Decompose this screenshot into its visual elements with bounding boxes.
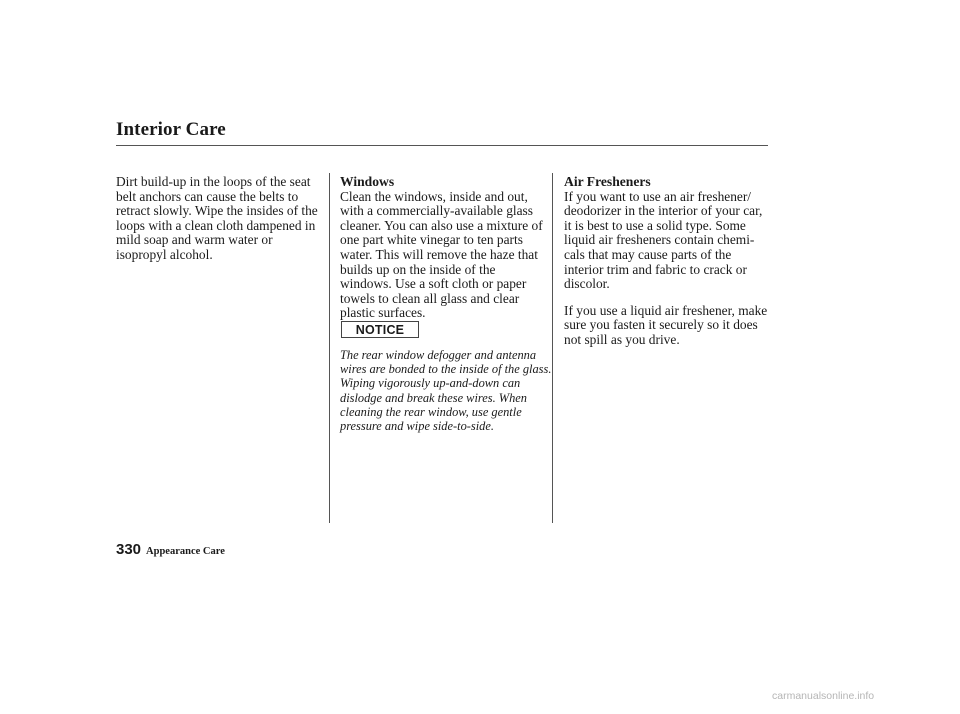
title-divider <box>116 145 768 146</box>
column-divider-right <box>552 173 553 523</box>
watermark: carmanualsonline.info <box>772 690 875 702</box>
air-fresheners-paragraph-2: If you use a liquid air freshener, make sure you fasten it securely so it does not spill as you drive. <box>564 302 768 347</box>
page-title: Interior Care <box>116 119 226 140</box>
air-fresheners-column <box>564 175 770 348</box>
air-fresheners-paragraph-1: If you want to use an air freshener/ deodorizer in the interior of your car, it is best to use a solid type. Some liquid air fresheners contain chemi-cals that may cause parts of the interior trim and fabric to crack or discolor. <box>564 188 763 292</box>
notice-text: The rear window defogger and antenna wires are bonded to the inside of the glass. Wiping vigorously up-and-down can dislodge and break these wires. When cleaning the rear window, use gentle pressure and wipe side-to-side. <box>340 348 552 434</box>
page-number: 330 <box>116 541 142 558</box>
windows-paragraph: Clean the windows, inside and out, with a commercially-available glass cleaner. You can also use a mixture of one part white vinegar to ten parts water. This will remove the haze that builds up on the inside of the windows. Use a soft cloth or paper towels to clean all glass and clear plastic surfaces. <box>340 188 543 321</box>
column-divider-left <box>329 173 330 523</box>
page-footer <box>116 541 225 558</box>
windows-column <box>340 175 550 321</box>
windows-heading: Windows <box>340 174 395 189</box>
notice-label: NOTICE <box>341 321 419 338</box>
seat-belt-column <box>116 175 324 263</box>
footer-section-title: Appearance Care <box>146 546 225 557</box>
seat-belt-paragraph: Dirt build-up in the loops of the seat belt anchors can cause the belts to retract slowly. Wipe the insides of the loops with a clean cloth dampened in mild soap and warm water or isopropyl alcohol. <box>116 174 318 262</box>
air-fresheners-heading: Air Fresheners <box>564 174 651 189</box>
